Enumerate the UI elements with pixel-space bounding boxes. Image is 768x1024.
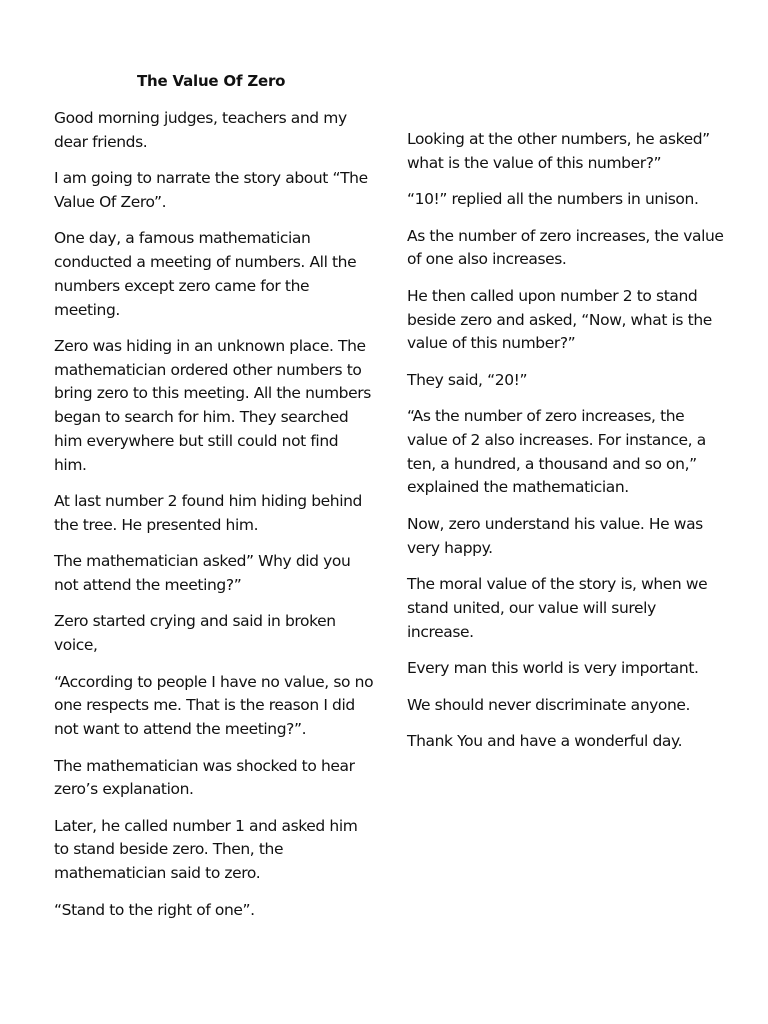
paragraph: I am going to narrate the story about “The Value Of Zero”. [54,169,368,211]
paragraph: As the number of zero increases, the value of one also increases. [407,226,724,269]
paragraph: “As the number of zero increases, the value of 2 also increases. For instance, a ten, a hundred, a thousand and so on,” explained the mathematician. [407,407,706,497]
paragraph: The mathematician was shocked to hear zero’s explanation. [54,756,355,799]
right-column [407,128,727,767]
paragraph: “According to people I have no value, so no one respects me. That is the reason I did not want to attend the meeting?”. [54,672,374,739]
paragraph: Looking at the other numbers, he asked” what is the value of this number?” [407,130,710,172]
paragraph: “10!” replied all the numbers in unison. [407,190,699,209]
paragraph: Good morning judges, teachers and my dear friends. [54,109,347,151]
paragraph: He then called upon number 2 to stand beside zero and asked, “Now, what is the value of this number?” [407,286,712,353]
paragraph: Every man this world is very important. [407,659,699,678]
paragraph: The mathematician asked” Why did you not attend the meeting?” [54,552,351,594]
paragraph: Now, zero understand his value. He was very happy. [407,514,703,557]
paragraph: Thank You and have a wonderful day. [407,732,683,751]
paragraph: They said, “20!” [407,370,528,389]
document-title: The Value Of Zero [137,72,286,90]
paragraph: Zero started crying and said in broken voice, [54,612,336,655]
left-column [54,107,374,935]
paragraph: We should never discriminate anyone. [407,695,691,714]
paragraph: Zero was hiding in an unknown place. The mathematician ordered other numbers to bring zero to this meeting. All the numbers began to search for him. They searched him everywhere but still could not find him. [54,337,371,474]
paragraph: The moral value of the story is, when we stand united, our value will surely increase. [407,575,708,641]
paragraph: One day, a famous mathematician conducted a meeting of numbers. All the numbers except zero came for the meeting. [54,229,357,319]
paragraph: “Stand to the right of one”. [54,900,255,919]
paragraph: At last number 2 found him hiding behind the tree. He presented him. [54,492,362,534]
paragraph: Later, he called number 1 and asked him to stand beside zero. Then, the mathematician said to zero. [54,816,358,883]
